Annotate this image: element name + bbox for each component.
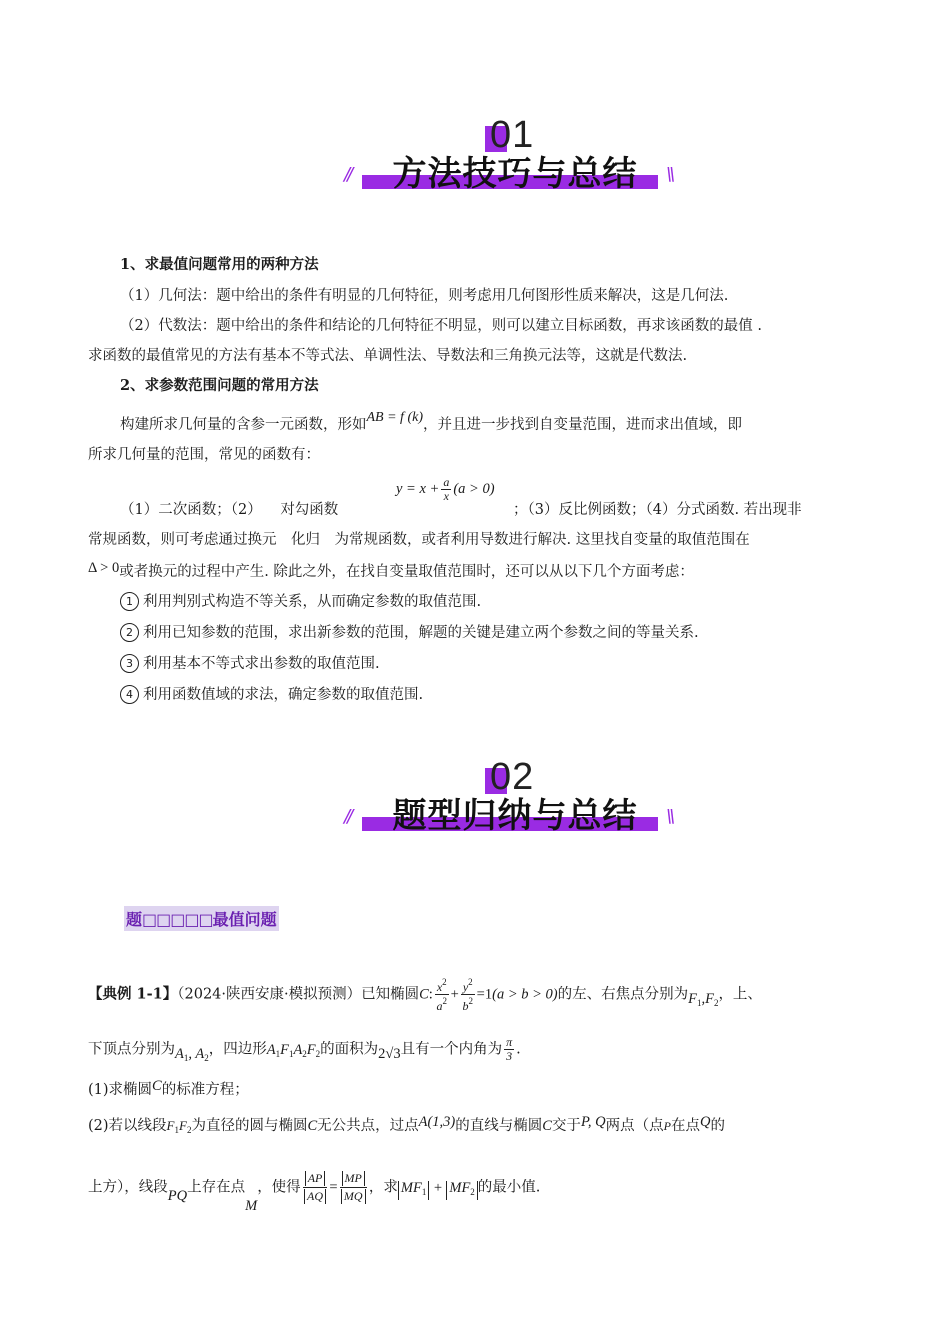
example-line-1: 【典例 1-1】（2024·陕西安康·模拟预测）已知椭圆C: $\frac{x^2}{a^2}$ + $\frac{y^2}{b^2}$ =1(a > b > 0)的左、右焦点分别为$F_1,F_2$，上、 bbox=[88, 977, 762, 1013]
paragraph: 求函数的最值常见的方法有基本不等式法、单调性法、导数法和三角换元法等，这就是代数法. bbox=[88, 348, 688, 364]
section-title: 方法技巧与总结 bbox=[392, 154, 638, 194]
text: (1)求椭圆 bbox=[88, 1082, 153, 1098]
heading-2: 2、求参数范围问题的常用方法 bbox=[120, 377, 319, 394]
math-condition: (a > b > 0) bbox=[492, 986, 558, 1003]
ratio-ap-aq: $\frac{AP}{AQ}$ bbox=[303, 1170, 328, 1205]
list-marker: 2 bbox=[120, 623, 139, 642]
formula-tick-function bbox=[396, 476, 495, 503]
math-symbol: x bbox=[436, 980, 443, 994]
text: . bbox=[516, 1041, 521, 1058]
text: 交于 bbox=[551, 1118, 581, 1134]
paragraph: 所求几何量的范围，常见的函数有： bbox=[88, 447, 320, 463]
math-symbol: C bbox=[307, 1118, 318, 1134]
list-item bbox=[120, 685, 423, 705]
label-part: 最值问题 bbox=[212, 910, 277, 929]
list-marker: 4 bbox=[120, 685, 139, 704]
label-part: 题 bbox=[126, 910, 143, 929]
section-banner-2 bbox=[340, 756, 680, 850]
text: 无公共点，过点 bbox=[317, 1118, 419, 1134]
text: 或者换元的过程中产生. 除此之外，在找自变量取值范围时，还可以从以下几个方面考虑： bbox=[119, 564, 694, 580]
decor-slash-right: \\ bbox=[666, 164, 673, 185]
sum-distances: $MF_1 + MF_2$ bbox=[398, 1180, 478, 1196]
list-item bbox=[120, 654, 380, 674]
ratio-mp-mq: $\frac{MP}{MQ}$ bbox=[340, 1170, 367, 1205]
question-type-label bbox=[124, 906, 279, 931]
formula-delta: Δ > 0 bbox=[88, 560, 120, 576]
text: （2024·陕西安康·模拟预测）已知椭圆 bbox=[177, 986, 420, 1003]
text: 的最小值. bbox=[477, 1179, 541, 1196]
label-placeholder-glyphs: □□□□□ bbox=[142, 910, 213, 929]
list-marker: 3 bbox=[120, 654, 139, 673]
text: 下顶点分别为 bbox=[88, 1041, 175, 1058]
math-symbol: C bbox=[419, 986, 429, 1003]
text: 构建所求几何量的含参一元函数，形如 bbox=[120, 417, 367, 433]
list-item-text: 利用判别式构造不等关系，从而确定参数的取值范围. bbox=[143, 594, 482, 610]
text: （1）二次函数；（2） bbox=[120, 502, 262, 518]
list-item bbox=[120, 592, 481, 612]
section-title: 题型归纳与总结 bbox=[392, 796, 638, 836]
text: 的面积为 bbox=[320, 1041, 379, 1058]
math-symbol: a bbox=[436, 999, 443, 1013]
section-banner-1 bbox=[340, 114, 680, 208]
paragraph: ；（3）反比例函数；（4）分式函数. 若出现非 bbox=[513, 502, 802, 518]
math-symbol: =1 bbox=[476, 986, 493, 1003]
decor-slash-left: // bbox=[344, 806, 351, 827]
math-symbol: P bbox=[663, 1119, 671, 1133]
text: 的直线与椭圆 bbox=[455, 1118, 543, 1134]
paragraph: （1）几何法：题中给出的条件有明显的几何特征，则考虑用几何图形性质来解决，这是几何法. bbox=[120, 288, 729, 304]
math-symbol: y bbox=[462, 980, 469, 994]
text: 的 bbox=[710, 1118, 725, 1134]
text: 上存在点 bbox=[187, 1179, 246, 1196]
example-line-2: 下顶点分别为$A_1$, $A_2$，四边形$A_1F_1A_2F_2$的面积为2√3且有一个内角为 $\frac{\pi}{3}$ . bbox=[88, 1035, 521, 1063]
math-symbol: b bbox=[462, 999, 469, 1013]
decor-slash-right: \\ bbox=[666, 806, 673, 827]
text: (2)若以线段 bbox=[88, 1118, 167, 1134]
text: ，使得 bbox=[257, 1179, 301, 1196]
math-symbol: π bbox=[506, 1035, 513, 1049]
text: 为直径的圆与椭圆 bbox=[191, 1118, 308, 1134]
question-1 bbox=[88, 1080, 249, 1100]
list-item-text: 利用函数值域的求法，确定参数的取值范围. bbox=[143, 687, 424, 703]
math-symbol: 3 bbox=[506, 1049, 513, 1063]
math-symbol: PQ bbox=[167, 1187, 188, 1204]
list-item bbox=[120, 623, 699, 643]
formula-ab-fk: AB = f (k) bbox=[366, 410, 423, 425]
list-item-text: 利用基本不等式求出参数的取值范围. bbox=[143, 656, 380, 672]
text: 上方），线段 bbox=[88, 1179, 168, 1196]
math-value: 2√3 bbox=[378, 1045, 401, 1062]
math-symbol: C bbox=[542, 1118, 552, 1134]
text: 的左、右焦点分别为 bbox=[557, 986, 689, 1003]
formula-numerator: a bbox=[443, 475, 450, 489]
math-symbol: A bbox=[266, 1041, 276, 1058]
example-tag: 【典例 1-1】 bbox=[88, 985, 178, 1003]
question-2: (2)若以线段$F_1F_2$为直径的圆与椭圆C无公共点，过点A(1,3)的直线与椭圆C交于P, Q两点（点P在点Q的 bbox=[88, 1114, 725, 1135]
math-point: A(1,3) bbox=[418, 1114, 456, 1130]
text: 对勾函数 bbox=[280, 502, 339, 518]
paragraph bbox=[88, 562, 694, 582]
text: ，四边形 bbox=[208, 1041, 267, 1058]
text: ，并且进一步找到自变量范围，进而求出值域，即 bbox=[422, 417, 742, 433]
math-symbol: F bbox=[688, 990, 697, 1007]
text: 两点（点 bbox=[605, 1118, 664, 1134]
text: 且有一个内角为 bbox=[400, 1041, 503, 1058]
math-symbol: P, Q bbox=[580, 1114, 606, 1130]
math-symbol: A bbox=[175, 1045, 184, 1062]
text: 在点 bbox=[671, 1118, 700, 1134]
text: ，上、 bbox=[718, 986, 762, 1003]
formula-denominator: x bbox=[443, 489, 449, 503]
text: 的标准方程； bbox=[161, 1082, 249, 1098]
section-number: 01 bbox=[490, 114, 535, 156]
paragraph bbox=[120, 410, 742, 436]
formula-part: y = x + bbox=[396, 481, 440, 497]
question-2-continued: 上方），线段PQ上存在点M，使得 $\frac{AP}{AQ}$ = $\frac{MP}{MQ}$ ，求 $MF_1 + MF_2$ 的最小值. bbox=[88, 1171, 541, 1214]
list-item-text: 利用已知参数的范围，求出新参数的范围，解题的关键是建立两个参数之间的等量关系. bbox=[143, 625, 699, 641]
section-number: 02 bbox=[490, 756, 535, 798]
paragraph: （2）代数法：题中给出的条件和结论的几何特征不明显，则可以建立目标函数，再求该函数的最值 . bbox=[120, 318, 762, 334]
math-symbol: F bbox=[166, 1118, 175, 1133]
math-symbol: Q bbox=[700, 1114, 711, 1130]
formula-condition: (a > 0) bbox=[453, 481, 495, 497]
math-symbol: M bbox=[245, 1197, 258, 1214]
text: ，求 bbox=[368, 1179, 398, 1196]
heading-1: 1、求最值问题常用的两种方法 bbox=[120, 256, 319, 273]
math-symbol: C bbox=[152, 1078, 162, 1094]
list-marker: 1 bbox=[120, 592, 139, 611]
decor-slash-left: // bbox=[344, 164, 351, 185]
paragraph bbox=[120, 500, 338, 520]
paragraph: 常规函数，则可考虑通过换元 化归 为常规函数，或者利用导数进行解决. 这里找自变量的取值范围在 bbox=[88, 532, 750, 548]
